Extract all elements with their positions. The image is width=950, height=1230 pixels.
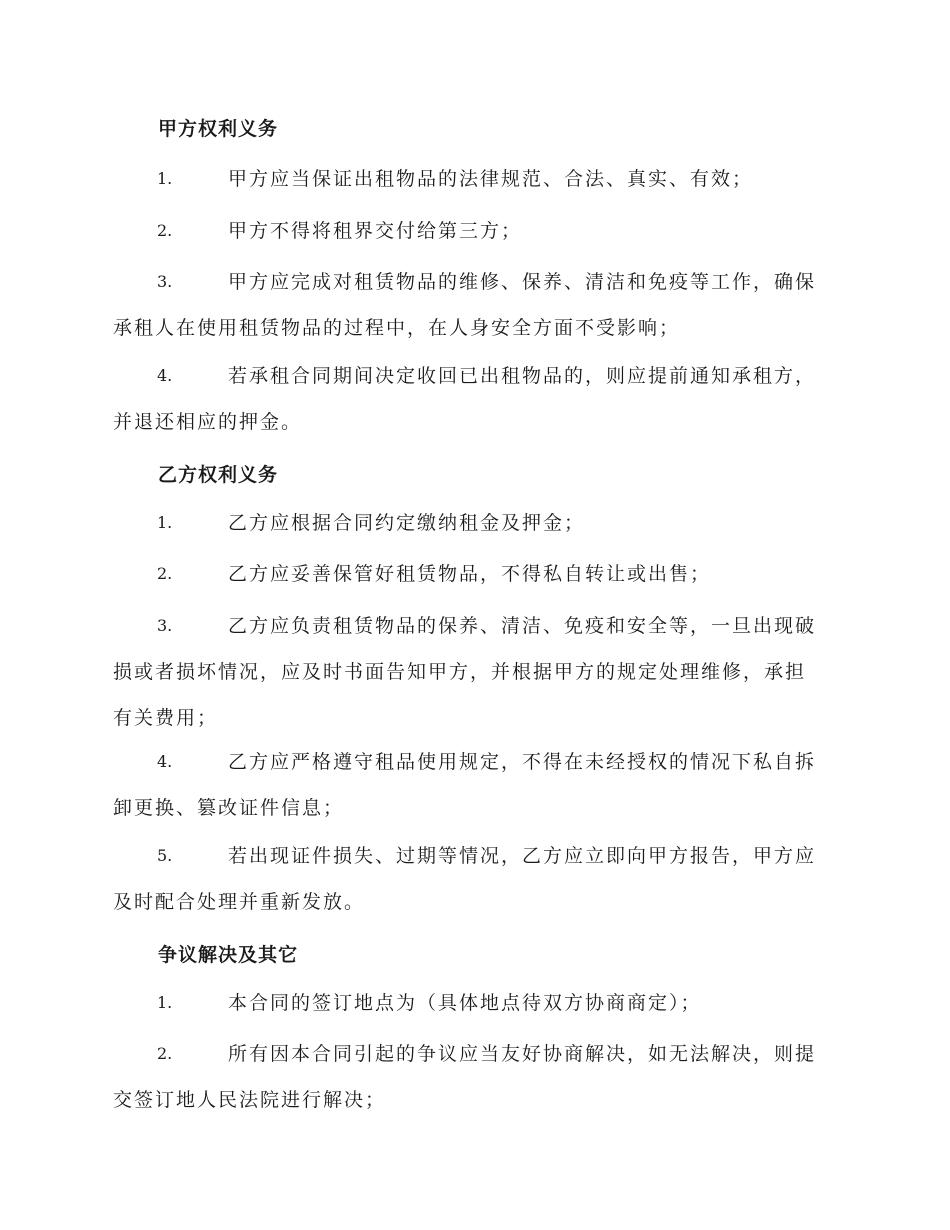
list-item bbox=[113, 603, 835, 741]
list-item bbox=[113, 500, 835, 546]
item-number: 4. bbox=[157, 366, 173, 385]
item-text-continued: 卸更换、篡改证件信息； bbox=[113, 797, 345, 819]
list-item bbox=[113, 208, 835, 254]
item-text: 甲方应完成对租赁物品的维修、保养、清洁和免疫等工作，确保 bbox=[228, 271, 817, 293]
item-text: 乙方应妥善保管好租赁物品，不得私自转让或出售； bbox=[228, 563, 712, 585]
item-text: 若承租合同期间决定收回已出租物品的，则应提前通知承租方， bbox=[228, 365, 817, 387]
item-number: 2. bbox=[157, 1044, 173, 1063]
item-text: 若出现证件损失、过期等情况，乙方应立即向甲方报告，甲方应 bbox=[228, 845, 817, 867]
item-text-continued: 及时配合处理并重新发放。 bbox=[113, 891, 366, 913]
list-item bbox=[113, 739, 835, 831]
item-text: 乙方应负责租赁物品的保养、清洁、免疫和安全等，一旦出现破 bbox=[228, 615, 817, 637]
item-text-continued: 损或者损坏情况，应及时书面告知甲方，并根据甲方的规定处理维修，承担 bbox=[113, 661, 807, 683]
item-number: 1. bbox=[157, 513, 173, 532]
item-number: 3. bbox=[157, 616, 173, 635]
item-number: 1. bbox=[157, 169, 173, 188]
item-number: 2. bbox=[157, 221, 173, 240]
list-item bbox=[113, 833, 835, 925]
item-text-continued: 承租人在使用租赁物品的过程中，在人身安全方面不受影响； bbox=[113, 317, 681, 339]
item-number: 1. bbox=[157, 993, 173, 1012]
item-text-continued: 交签订地人民法院进行解决； bbox=[113, 1089, 387, 1111]
section-heading-party-a: 甲方权利义务 bbox=[158, 118, 279, 140]
item-text: 乙方应根据合同约定缴纳租金及押金； bbox=[228, 512, 586, 534]
list-item bbox=[113, 156, 835, 202]
item-number: 3. bbox=[157, 272, 173, 291]
list-item bbox=[113, 980, 835, 1026]
item-text: 本合同的签订地点为（具体地点待双方协商商定）； bbox=[228, 992, 702, 1014]
section-heading-party-b: 乙方权利义务 bbox=[158, 464, 279, 486]
item-text: 所有因本合同引起的争议应当友好协商解决，如无法解决，则提 bbox=[228, 1043, 817, 1065]
item-number: 5. bbox=[157, 846, 173, 865]
item-number: 2. bbox=[157, 564, 173, 583]
list-item bbox=[113, 551, 835, 597]
item-text: 甲方应当保证出租物品的法律规范、合法、真实、有效； bbox=[228, 168, 754, 190]
item-text-continued: 有关费用； bbox=[113, 707, 219, 729]
list-item bbox=[113, 259, 835, 351]
item-text: 甲方不得将租界交付给第三方； bbox=[228, 220, 523, 242]
list-item bbox=[113, 353, 835, 445]
item-number: 4. bbox=[157, 752, 173, 771]
item-text-continued: 并退还相应的押金。 bbox=[113, 411, 303, 433]
item-text: 乙方应严格遵守租品使用规定，不得在未经授权的情况下私自拆 bbox=[228, 751, 817, 773]
section-heading-disputes: 争议解决及其它 bbox=[158, 944, 299, 966]
list-item bbox=[113, 1031, 835, 1123]
